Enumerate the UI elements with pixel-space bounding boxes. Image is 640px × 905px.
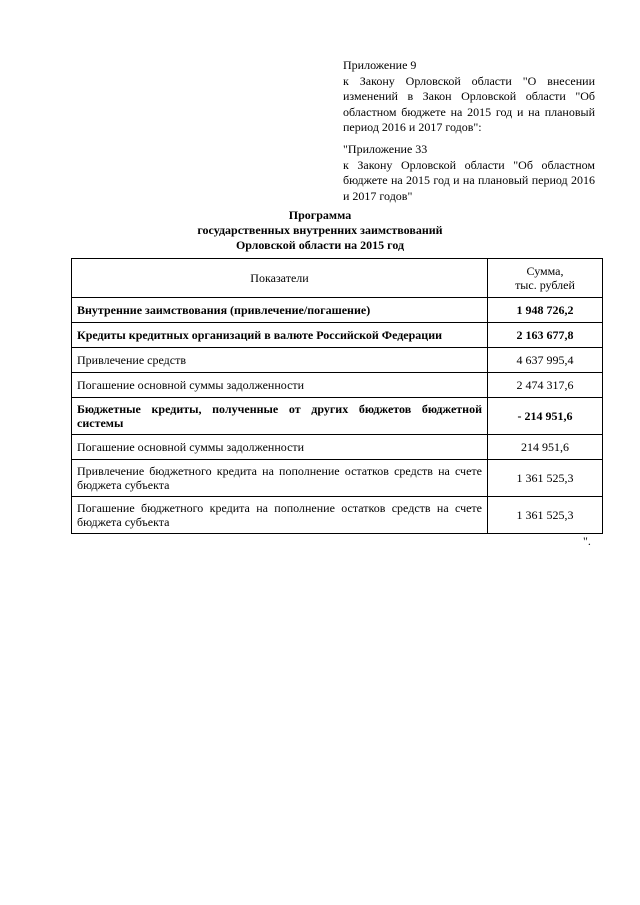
annex-amendment-text: к Закону Орловской области "О внесении изменений в Закон Орловской области "Об областном бюджете на 2015 год и на плановый период 2016 и 2017 годов":	[343, 73, 595, 134]
annex-amendment-heading: Приложение 9	[343, 58, 417, 72]
header-amount	[488, 259, 603, 298]
annex-original-text: к Закону Орловской области "Об областном бюджете на 2015 год и на плановый период 2016 и 2017 годов"	[343, 157, 595, 203]
row-amount: 214 951,6	[488, 435, 603, 460]
row-amount: - 214 951,6	[488, 398, 603, 435]
row-amount: 4 637 995,4	[488, 348, 603, 373]
row-indicator: Привлечение бюджетного кредита на пополнение остатков средств на счете бюджета субъекта	[72, 460, 488, 497]
header-amount-line-2: тыс. рублей	[515, 278, 575, 292]
table-row	[72, 435, 603, 460]
table-row	[72, 323, 603, 348]
row-indicator: Привлечение средств	[72, 348, 488, 373]
table-row	[72, 497, 603, 534]
title-line-1: Программа	[288, 208, 352, 222]
row-indicator: Погашение основной суммы задолженности	[72, 373, 488, 398]
table-row	[72, 398, 603, 435]
table-header-row	[72, 259, 603, 298]
table-row	[72, 298, 603, 323]
table-row	[72, 460, 603, 497]
annex-amendment-header	[343, 58, 595, 136]
header-amount-line-1: Сумма,	[526, 264, 564, 278]
table-row	[72, 373, 603, 398]
row-indicator: Внутренние заимствования (привлечение/погашение)	[72, 298, 488, 323]
document-title	[0, 208, 640, 253]
row-indicator: Кредиты кредитных организаций в валюте Российской Федерации	[72, 323, 488, 348]
closing-quote-mark: ".	[583, 534, 591, 548]
title-line-3: Орловской области на 2015 год	[235, 238, 405, 252]
row-amount: 2 474 317,6	[488, 373, 603, 398]
annex-original-heading: "Приложение 33	[343, 142, 428, 156]
row-indicator: Бюджетные кредиты, полученные от других бюджетов бюджетной системы	[72, 398, 488, 435]
borrowing-program-table	[71, 258, 603, 534]
table-row	[72, 348, 603, 373]
header-indicator: Показатели	[72, 259, 488, 298]
row-amount: 1 361 525,3	[488, 460, 603, 497]
title-line-2: государственных внутренних заимствований	[197, 223, 443, 237]
annex-original-header	[343, 142, 595, 204]
row-indicator: Погашение бюджетного кредита на пополнение остатков средств на счете бюджета субъекта	[72, 497, 488, 534]
row-amount: 2 163 677,8	[488, 323, 603, 348]
row-amount: 1 361 525,3	[488, 497, 603, 534]
row-amount: 1 948 726,2	[488, 298, 603, 323]
row-indicator: Погашение основной суммы задолженности	[72, 435, 488, 460]
